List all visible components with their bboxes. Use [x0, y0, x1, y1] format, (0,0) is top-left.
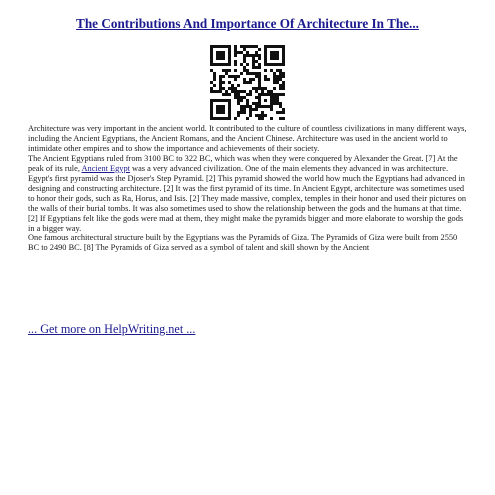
paragraph-giza: One famous architectural structure built by the Egyptians was the Pyramids of Giza. The Pyramids of Giza were built from 2550 BC to 2490 BC. [8] The Pyramids of Giza served as a symbol of talent and skill shown by the Ancient: [28, 233, 458, 253]
ancient-egypt-link[interactable]: Ancient Egypt: [81, 163, 130, 173]
get-more-link[interactable]: ... Get more on HelpWriting.net ...: [28, 322, 196, 336]
qr-code-icon: [210, 45, 285, 120]
paragraph-egypt-text-2: was a very advanced civilization. One of the main elements they advanced in was architecture. Egypt's first pyramid was the Djoser's Step Pyramid. [2] This pyramid showed the world how much the Egyptians had advanced in designing and constructing architecture. [2] It was the first pyramid of its time. In Ancient Egypt, architecture was sometimes used to honor their gods, such as Ra, Horus, and Isis. [2] They made massive, complex, temples in their honor and used their pictures on the walls of their burial tombs. It was also sometimes used to show the relationship between the gods and the humans at that time. [2] If Egyptians felt like the gods were mad at them, they might make the pyramids bigger and more elaborate to worship the gods in a bigger way.: [28, 163, 467, 233]
paragraph-egypt-text-1: The Ancient Egyptians ruled from 3100 BC to 322 BC, which was when they were conquered by Alexander the Great. [7] At the peak of its rule,: [28, 153, 458, 173]
document-title[interactable]: The Contributions And Importance Of Architecture In The...: [76, 16, 419, 31]
article-body: [28, 124, 470, 253]
paragraph-intro: Architecture was very important in the ancient world. It contributed to the culture of countless civilizations in many different ways, including the Ancient Egyptians, the Ancient Romans, and the Ancient Chinese. Architecture was used in the ancient world to intimidate other empires and to show the importance and achievements of their society.: [28, 124, 467, 153]
paragraph-egypt: [28, 154, 470, 234]
